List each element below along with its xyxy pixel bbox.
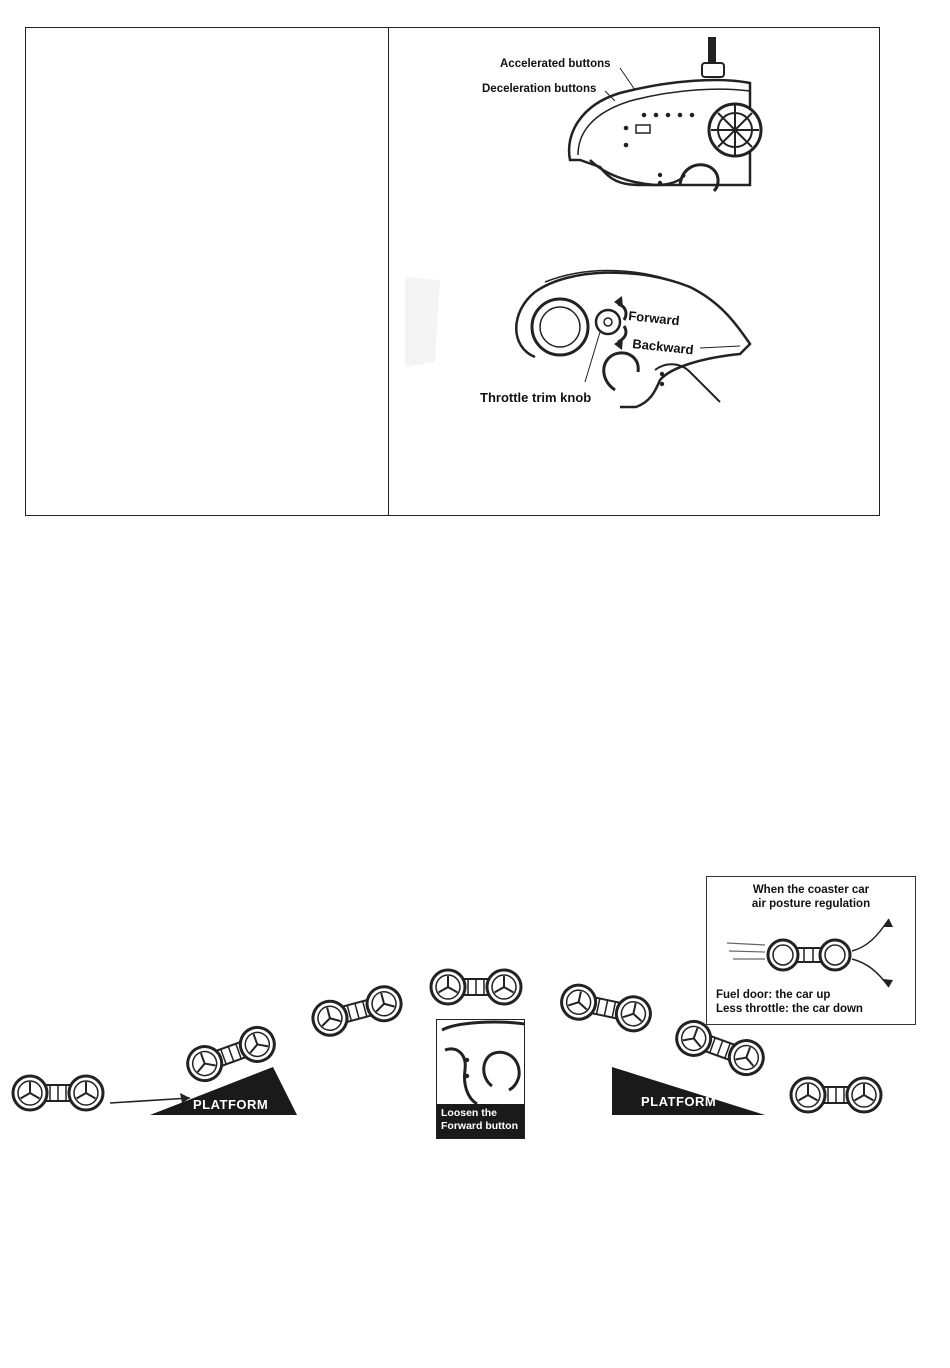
air-posture-inset bbox=[706, 876, 916, 1025]
motion-arrow-icon bbox=[110, 1098, 190, 1103]
stunt-car-icon bbox=[309, 983, 405, 1039]
backward-label: Backward bbox=[631, 336, 695, 358]
deceleration-buttons-label: Deceleration buttons bbox=[482, 83, 597, 95]
down-arrow-icon bbox=[852, 959, 889, 987]
stunt-car-icon bbox=[13, 1076, 103, 1110]
loosen-line-2: Forward button bbox=[441, 1120, 518, 1132]
less-throttle-text: Less throttle: the car down bbox=[716, 1003, 863, 1015]
platform-left-label: PLATFORM bbox=[193, 1097, 269, 1112]
table-divider bbox=[388, 28, 389, 515]
inset-title-line-2: air posture regulation bbox=[751, 898, 871, 910]
loosen-line-1: Loosen the bbox=[441, 1107, 498, 1119]
throttle-trim-figure bbox=[400, 262, 760, 422]
accelerated-buttons-label: Accelerated buttons bbox=[500, 58, 611, 70]
stunt-car-icon bbox=[558, 982, 653, 1034]
speed-line-icon bbox=[727, 943, 765, 945]
inset-title-line-1: When the coaster car bbox=[752, 884, 870, 896]
forward-label: Forward bbox=[627, 308, 681, 329]
inset-car-icon bbox=[768, 940, 850, 970]
controller-trigger-icon bbox=[437, 1020, 525, 1106]
inset-title bbox=[707, 883, 915, 911]
fuel-door-text: Fuel door: the car up bbox=[716, 989, 831, 1001]
controller-buttons-figure bbox=[470, 35, 760, 200]
up-arrow-icon bbox=[852, 919, 889, 951]
stunt-car-icon bbox=[431, 970, 521, 1004]
platform-right-label: PLATFORM bbox=[641, 1094, 717, 1109]
stunt-car-icon bbox=[791, 1078, 881, 1112]
stunt-car-icon bbox=[672, 1017, 768, 1080]
trim-knob-icon bbox=[596, 310, 620, 334]
loosen-forward-caption bbox=[437, 1104, 524, 1138]
inset-car-figure bbox=[717, 917, 907, 992]
loosen-forward-box bbox=[436, 1019, 525, 1139]
faded-text-band bbox=[8, 868, 608, 882]
throttle-trim-knob-label: Throttle trim knob bbox=[480, 390, 592, 405]
